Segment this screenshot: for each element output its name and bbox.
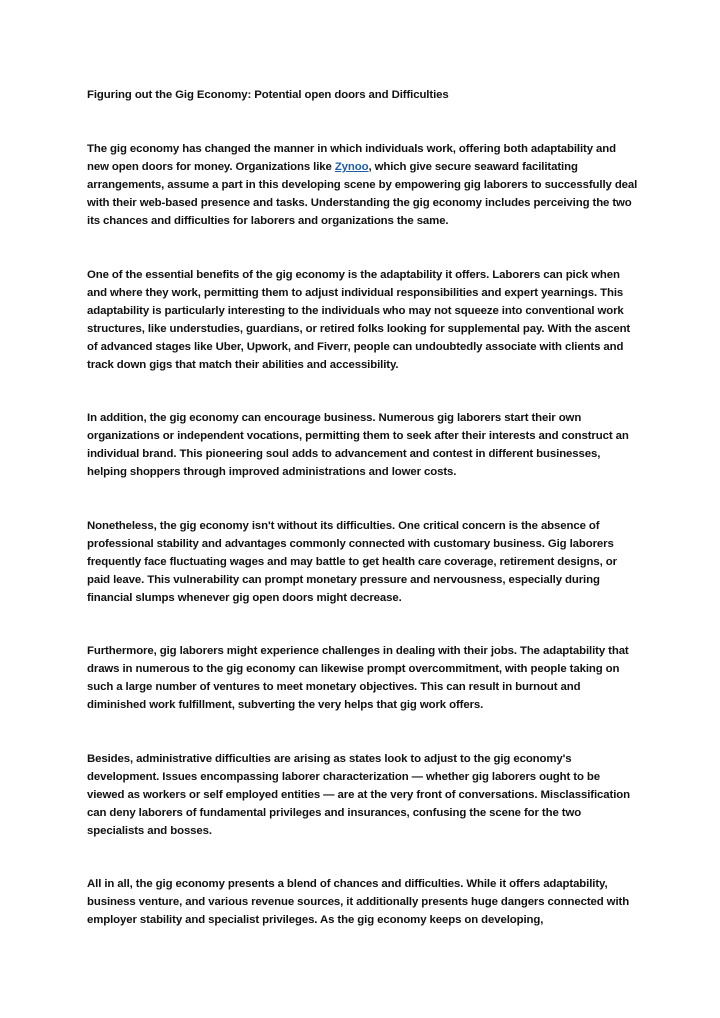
intro-text-after-link: , which give secure seaward facilitating arrangements, assume a part in this developing scene by empowering gig laborers to successfully deal with their web-based presence and tasks. Understanding the gig economy includes perceiving the two its chances and difficulties for laborers and organizations the same. — [87, 161, 638, 227]
paragraph-job-security: Nonetheless, the gig economy isn't without its difficulties. One critical concern is the absence of professional stability and advantages commonly connected with customary business. Gig laborers frequently face fluctuating wages and may battle to get health care coverage, retirement designs, or paid leave. This vulnerability can prompt monetary pressure and nervousness, especially during financial slumps whenever gig open doors might decrease. — [87, 519, 617, 604]
paragraph-entrepreneurship: In addition, the gig economy can encourage business. Numerous gig laborers start their own organizations or independent vocations, permitting them to seek after their interests and construct an individual brand. This pioneering soul adds to advancement and contest in different businesses, helping shoppers through improved administrations and lower costs. — [87, 412, 629, 478]
paragraph-regulation: Besides, administrative difficulties are arising as states look to adjust to the gig economy's development. Issues encompassing laborer characterization — whether gig laborers ought to be viewed as workers or self employed entities — are at the very front of conversations. Misclassification can deny laborers of fundamental privileges and insurances, confusing the scene for the two specialists and bosses. — [87, 752, 630, 837]
paragraph-conclusion: All in all, the gig economy presents a blend of chances and difficulties. While it offers adaptability, business venture, and various revenue sources, it additionally presents huge dangers connected with employer stability and specialist privileges. As the gig economy keeps on developing, — [87, 878, 630, 926]
document-title: Figuring out the Gig Economy: Potential open doors and Difficulties — [87, 89, 449, 101]
intro-text-before-link: The gig economy has changed the manner in which individuals work, offering both adaptability and new open doors for money. Organizations like — [87, 143, 616, 173]
paragraph-flexibility: One of the essential benefits of the gig economy is the adaptability it offers. Laborers can pick when and where they work, permitting them to adjust individual responsibilities and expert yearnings. This adaptability is particularly interesting to the individuals who may not squeeze into conventional work structures, like understudies, guardians, or retired folks looking for supplemental pay. With the ascent of advanced stages like Uber, Upwork, and Fiverr, people can undoubtedly associate with clients and track down gigs that match their abilities and accessibility. — [87, 268, 631, 371]
zynoo-link[interactable]: Zynoo — [334, 161, 369, 173]
paragraph-workload: Furthermore, gig laborers might experience challenges in dealing with their jobs. The adaptability that draws in numerous to the gig economy can likewise prompt overcommitment, with people taking on such a large number of ventures to meet monetary objectives. This can result in burnout and diminished work fulfillment, subverting the very helps that gig work offers. — [87, 645, 629, 711]
intro-paragraph — [87, 140, 639, 230]
document-body — [87, 86, 639, 965]
